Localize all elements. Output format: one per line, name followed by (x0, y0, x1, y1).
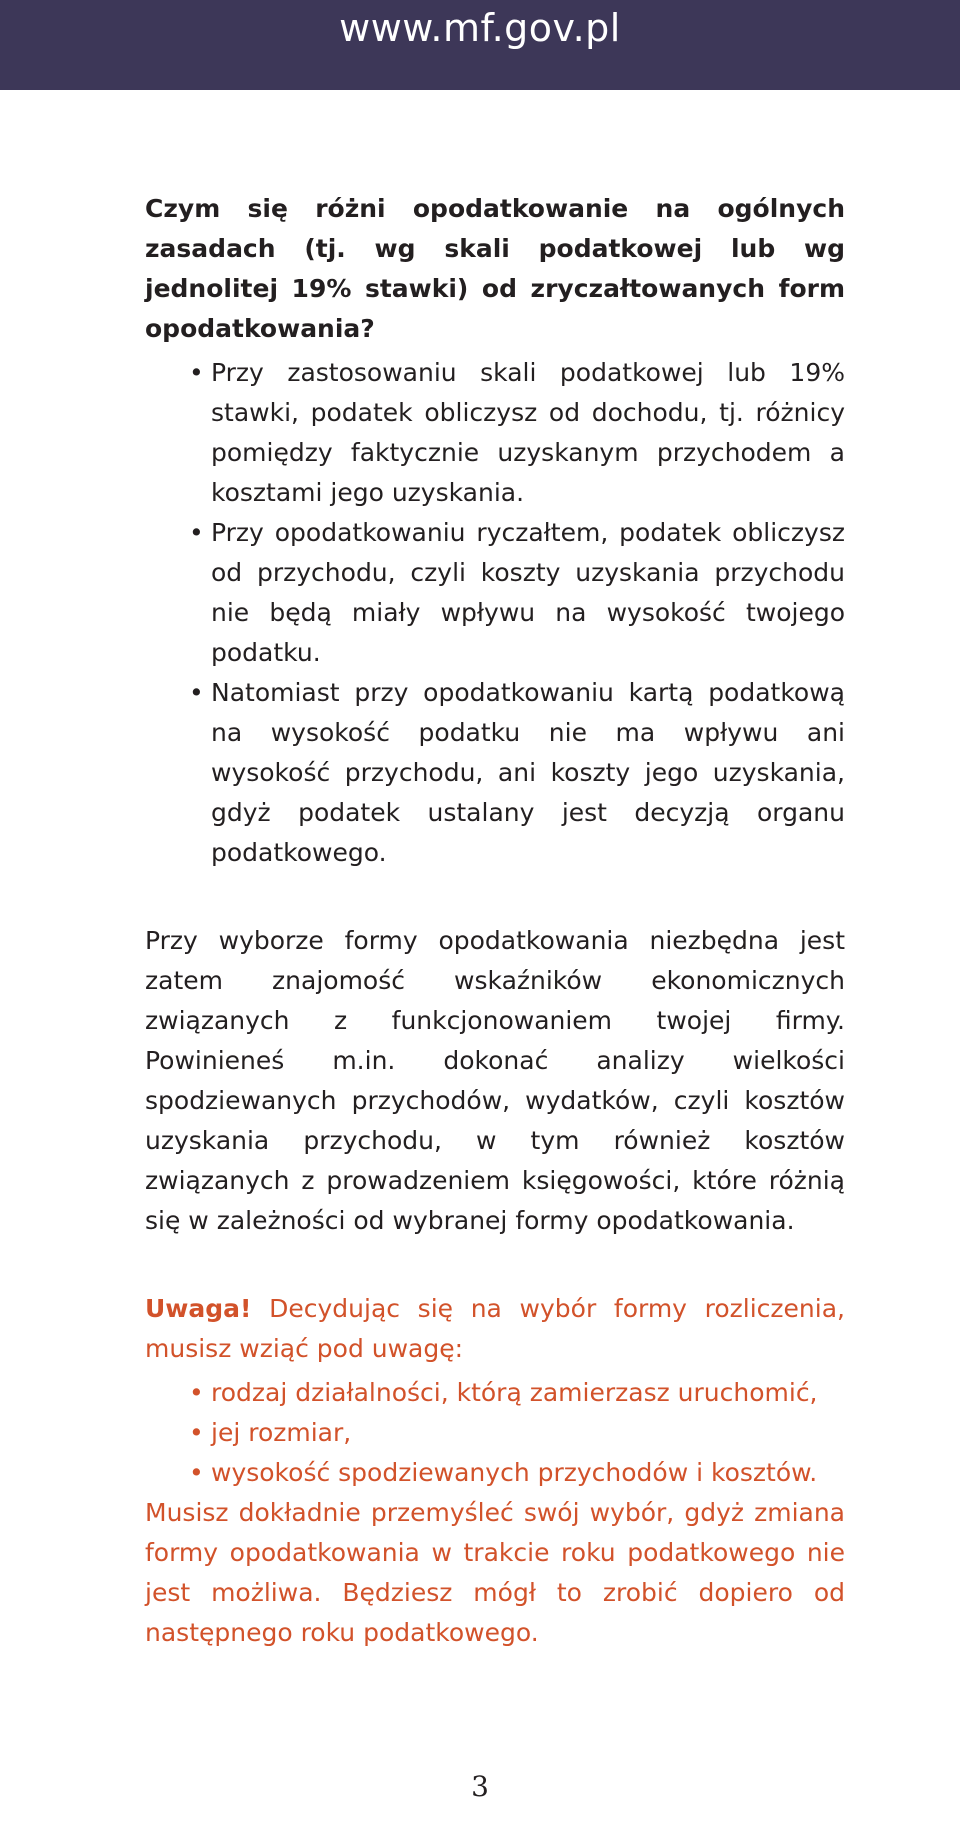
warning-block (145, 1289, 845, 1653)
question-bullet-list (145, 353, 845, 873)
bullet-icon: • (189, 1418, 204, 1447)
warning-intro-text: Decydując się na wybór formy rozliczenia, musisz wziąć pod uwagę: (145, 1294, 845, 1363)
bullet-text: Natomiast przy opodatkowaniu kartą podatkową na wysokość podatku nie ma wpływu ani wysokość przychodu, ani koszty jego uzyskania, gdyż podatek ustalany jest decyzją organu podatkowego. (211, 678, 845, 867)
warning-bullet-list (145, 1373, 845, 1493)
bullet-item (189, 353, 845, 513)
body-paragraph: Przy wyborze formy opodatkowania niezbędna jest zatem znajomość wskaźników ekonomicznych związanych z funkcjonowaniem twojej firmy. Powinieneś m.in. dokonać analizy wielkości spodziewanych przychodów, wydatków, czyli kosztów uzyskania przychodu, w tym również kosztów związanych z prowadzeniem księgowości, które różnią się w zależności od wybranej formy opodatkowania. (145, 926, 845, 1235)
warning-bullet-item (189, 1413, 845, 1453)
warning-bullet-text: jej rozmiar, (211, 1418, 352, 1447)
bullet-icon: • (189, 678, 204, 707)
page-number: 3 (471, 1770, 489, 1803)
bullet-icon: • (189, 1378, 204, 1407)
header-bar (0, 0, 960, 90)
page-content (145, 189, 845, 1653)
warning-bullet-text: rodzaj działalności, którą zamierzasz uruchomić, (211, 1378, 818, 1407)
warning-intro (145, 1289, 845, 1369)
bullet-icon: • (189, 358, 204, 387)
bullet-icon: • (189, 1458, 204, 1487)
bullet-icon: • (189, 518, 204, 547)
question-heading: Czym się różni opodatkowanie na ogólnych zasadach (tj. wg skali podatkowej lub wg jednolitej 19% stawki) od zryczałtowanych form opodatkowania? (145, 194, 845, 343)
warning-bullet-item (189, 1373, 845, 1413)
bullet-item (189, 513, 845, 673)
warning-bullet-text: wysokość spodziewanych przychodów i kosztów. (211, 1458, 818, 1487)
warning-conclusion: Musisz dokładnie przemyśleć swój wybór, gdyż zmiana formy opodatkowania w trakcie roku podatkowego nie jest możliwa. Będziesz mógł to zrobić dopiero od następnego roku podatkowego. (145, 1498, 845, 1647)
warning-bullet-item (189, 1453, 845, 1493)
header-url: www.mf.gov.pl (339, 6, 621, 50)
bullet-text: Przy zastosowaniu skali podatkowej lub 19% stawki, podatek obliczysz od dochodu, tj. różnicy pomiędzy faktycznie uzyskanym przychodem a kosztami jego uzyskania. (211, 358, 845, 507)
bullet-item (189, 673, 845, 873)
bullet-text: Przy opodatkowaniu ryczałtem, podatek obliczysz od przychodu, czyli koszty uzyskania przychodu nie będą miały wpływu na wysokość twojego podatku. (211, 518, 845, 667)
warning-label: Uwaga! (145, 1294, 252, 1323)
